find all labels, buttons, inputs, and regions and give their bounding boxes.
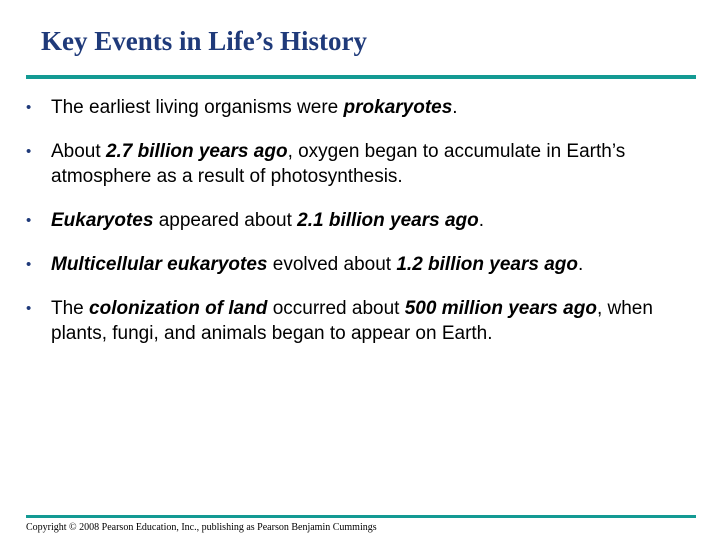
- bullet-dot-icon: •: [26, 143, 32, 160]
- bullet-text-segment: The: [51, 298, 90, 319]
- slide-title: Key Events in Life’s History: [41, 26, 367, 56]
- bullet-dot-icon: •: [26, 256, 32, 273]
- bullet-text-segment: occurred about: [267, 298, 405, 319]
- emphasized-term: Eukaryotes: [51, 210, 154, 231]
- bullet-item: [26, 296, 696, 346]
- emphasized-term: colonization of land: [89, 298, 268, 319]
- bullet-dot-icon: •: [26, 212, 32, 229]
- emphasized-term: Multicellular eukaryotes: [51, 254, 268, 275]
- bullet-text-segment: appeared about: [153, 210, 298, 231]
- bullet-text-segment: , when plants, fungi, and animals began to appear on Earth.: [51, 298, 653, 344]
- copyright-footer: Copyright © 2008 Pearson Education, Inc., publishing as Pearson Benjamin Cummings: [26, 522, 377, 533]
- bullet-dot-icon: •: [26, 300, 32, 317]
- bullet-text-segment: The earliest living organisms were: [51, 97, 344, 118]
- bullet-text: [51, 141, 625, 187]
- emphasized-term: prokaryotes: [343, 97, 453, 118]
- bullet-text: [51, 298, 653, 344]
- bullet-item: [26, 208, 696, 233]
- bullet-list: [26, 95, 696, 365]
- bullet-text-segment: , oxygen began to accumulate in Earth’s atmosphere as a result of photosynthesis.: [51, 141, 626, 187]
- footer-divider: [26, 515, 696, 518]
- title-divider: [26, 75, 696, 79]
- emphasized-term: 1.2 billion years ago: [396, 254, 578, 275]
- bullet-text: [51, 254, 583, 275]
- bullet-text: [51, 97, 458, 118]
- bullet-dot-icon: •: [26, 99, 32, 116]
- bullet-text-segment: evolved about: [267, 254, 397, 275]
- emphasized-term: 500 million years ago: [404, 298, 597, 319]
- bullet-text: [51, 210, 484, 231]
- emphasized-term: 2.7 billion years ago: [105, 141, 288, 162]
- emphasized-term: 2.1 billion years ago: [297, 210, 479, 231]
- bullet-item: [26, 95, 696, 120]
- bullet-text-segment: .: [577, 254, 584, 275]
- bullet-item: [26, 252, 696, 277]
- bullet-text-segment: .: [452, 97, 458, 118]
- bullet-text-segment: About: [51, 141, 106, 162]
- bullet-item: [26, 139, 696, 189]
- bullet-text-segment: .: [478, 210, 485, 231]
